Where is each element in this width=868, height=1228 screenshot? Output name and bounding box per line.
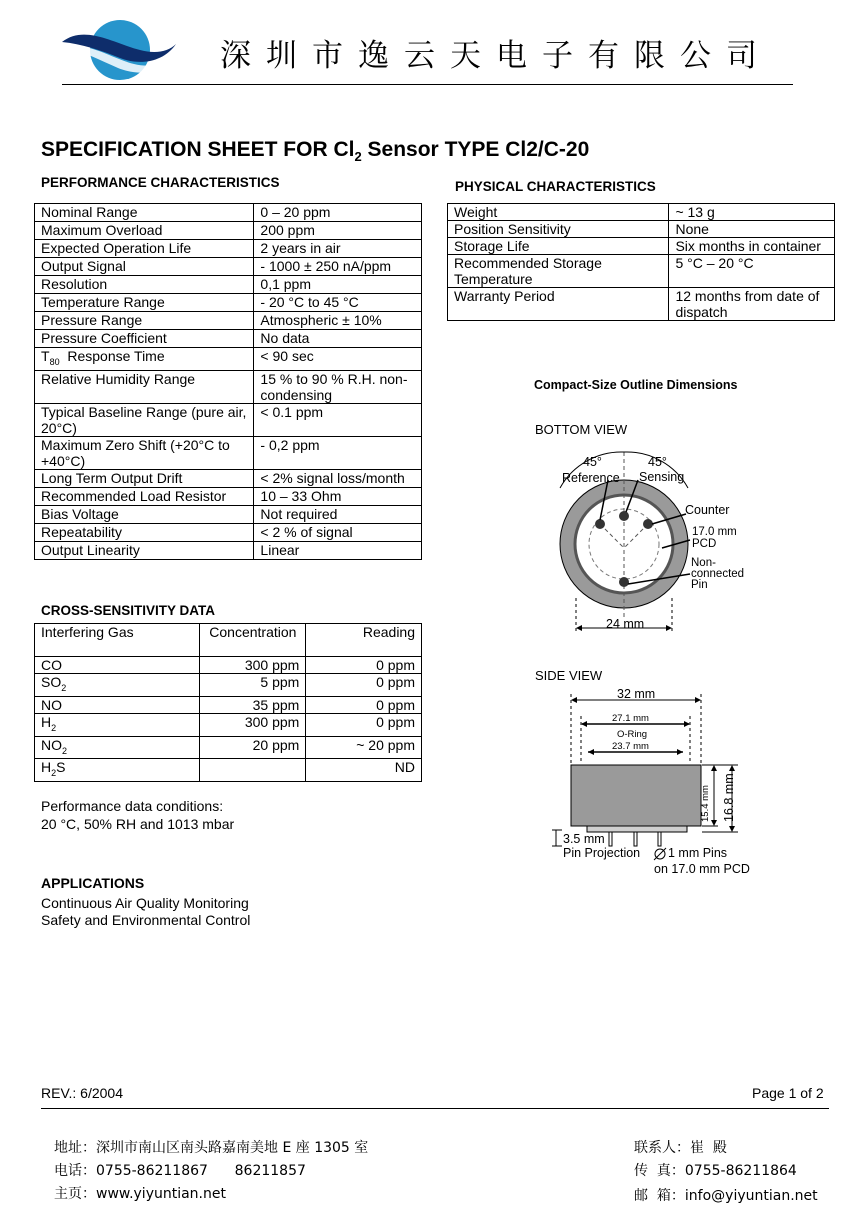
cross-concentration: 300 ppm — [200, 657, 306, 674]
performance-row — [35, 312, 422, 330]
cross-gas — [35, 696, 200, 713]
performance-row — [35, 523, 422, 541]
gas-formula: NO — [41, 736, 62, 753]
dimensions-heading: Compact-Size Outline Dimensions — [534, 378, 738, 392]
physical-heading: PHYSICAL CHARACTERISTICS — [455, 179, 656, 194]
performance-label: Resolution — [35, 276, 254, 294]
performance-label: Expected Operation Life — [35, 240, 254, 258]
gas-formula: SO — [41, 674, 62, 690]
header-rule — [62, 84, 793, 85]
performance-label: Bias Voltage — [35, 505, 254, 523]
performance-value: < 90 sec — [254, 348, 422, 371]
cross-reading: 0 ppm — [306, 696, 422, 713]
performance-row — [35, 330, 422, 348]
cross-heading: CROSS-SENSITIVITY DATA — [41, 603, 216, 618]
physical-label: Recommended Storage Temperature — [448, 255, 669, 288]
performance-label: Temperature Range — [35, 294, 254, 312]
applications-heading: APPLICATIONS — [41, 875, 145, 891]
cross-row — [35, 696, 422, 713]
performance-value: Atmospheric ± 10% — [254, 312, 422, 330]
performance-value: 15 % to 90 % R.H. non-condensing — [254, 370, 422, 403]
label-sub: 80 — [49, 356, 60, 367]
cross-concentration: 300 ppm — [200, 713, 306, 736]
company-logo — [60, 14, 178, 84]
pcd-label-2: PCD — [692, 538, 717, 550]
cross-row — [35, 657, 422, 674]
diameter-label: 24 mm — [606, 617, 645, 631]
performance-value: 0 – 20 ppm — [254, 204, 422, 222]
page-number: Page 1 of 2 — [752, 1085, 824, 1101]
width-inner-label: 27.1 mm — [612, 713, 649, 724]
gas-subscript: 2 — [61, 682, 67, 693]
physical-row — [448, 288, 835, 321]
performance-row — [35, 204, 422, 222]
cross-gas — [35, 657, 200, 674]
cross-header-conc: Concentration — [200, 624, 306, 657]
cross-concentration: 20 ppm — [200, 736, 306, 759]
nc-label-2: connected — [691, 568, 745, 580]
cross-header-row — [35, 624, 422, 657]
physical-row — [448, 221, 835, 238]
angle-right-label: 45° — [648, 455, 667, 469]
physical-value: 5 °C – 20 °C — [669, 255, 835, 288]
company-name: 深圳市逸云天电子有限公司 — [220, 38, 772, 74]
footer-email[interactable]: 邮 箱：info@yiyuntian.net — [634, 1188, 818, 1204]
cross-reading: ~ 20 ppm — [306, 736, 422, 759]
physical-value: None — [669, 221, 835, 238]
performance-row — [35, 505, 422, 523]
oring-label: O-Ring — [617, 729, 648, 740]
cross-reading: ND — [306, 759, 422, 782]
performance-value: Not required — [254, 505, 422, 523]
performance-value: 10 – 33 Ohm — [254, 487, 422, 505]
physical-value: 12 months from date of dispatch — [669, 288, 835, 321]
cross-reading: 0 ppm — [306, 713, 422, 736]
performance-label: Output Signal — [35, 258, 254, 276]
gas-formula: H — [41, 713, 52, 730]
performance-row — [35, 348, 422, 371]
performance-label — [35, 348, 254, 371]
pcd-label-1: 17.0 mm — [692, 526, 737, 538]
cross-row — [35, 713, 422, 736]
cross-row — [35, 674, 422, 697]
side-view-label: SIDE VIEW — [535, 668, 603, 683]
physical-label: Storage Life — [448, 238, 669, 255]
performance-value: - 1000 ± 250 nA/ppm — [254, 258, 422, 276]
width-total-label: 32 mm — [617, 687, 656, 701]
pin-projection-label: Pin Projection — [563, 846, 641, 860]
performance-row — [35, 294, 422, 312]
physical-table — [447, 203, 835, 321]
gas-subscript: 2 — [51, 768, 57, 779]
cross-row — [35, 759, 422, 782]
cross-gas — [35, 736, 200, 759]
page-title — [41, 138, 589, 164]
conditions-line2: 20 °C, 50% RH and 1013 mbar — [41, 816, 235, 832]
performance-value: 200 ppm — [254, 222, 422, 240]
performance-row — [35, 222, 422, 240]
pins-label-1: 1 mm Pins — [668, 846, 728, 860]
performance-label: Typical Baseline Range (pure air, 20°C) — [35, 403, 254, 436]
performance-row — [35, 541, 422, 559]
gas-formula: H — [41, 759, 52, 776]
performance-label: Nominal Range — [35, 204, 254, 222]
cross-header-reading: Reading — [306, 624, 422, 657]
gas-formula: NO — [41, 696, 62, 713]
applications-line2: Safety and Environmental Control — [41, 912, 251, 928]
gas-subscript: 2 — [62, 745, 68, 756]
oring-width-label: 23.7 mm — [612, 741, 649, 752]
label-rest: Response Time — [59, 348, 165, 364]
cross-reading: 0 ppm — [306, 674, 422, 697]
pin-length-label: 3.5 mm — [563, 832, 605, 846]
performance-value: Linear — [254, 541, 422, 559]
cross-row — [35, 736, 422, 759]
performance-value: 0,1 ppm — [254, 276, 422, 294]
performance-row — [35, 240, 422, 258]
performance-row — [35, 436, 422, 469]
performance-row — [35, 469, 422, 487]
performance-label: Repeatability — [35, 523, 254, 541]
height-total-label: 16.8 mm — [722, 773, 736, 822]
conditions-line1: Performance data conditions: — [41, 798, 224, 814]
physical-row — [448, 204, 835, 221]
cross-header-gas: Interfering Gas — [35, 624, 200, 657]
diameter-symbol-icon — [652, 846, 668, 862]
performance-row — [35, 276, 422, 294]
performance-value: < 0.1 ppm — [254, 403, 422, 436]
performance-label: Recommended Load Resistor — [35, 487, 254, 505]
title-sub: 2 — [354, 149, 362, 165]
cross-concentration: 35 ppm — [200, 696, 306, 713]
revision-label: REV.: 6/2004 — [41, 1085, 123, 1101]
pins-label-2: on 17.0 mm PCD — [654, 862, 750, 876]
performance-row — [35, 487, 422, 505]
physical-value: ~ 13 g — [669, 204, 835, 221]
footer-address: 地址：深圳市南山区南头路嘉南美地 E 座 1305 室 — [54, 1140, 369, 1156]
cross-reading: 0 ppm — [306, 657, 422, 674]
performance-value: < 2% signal loss/month — [254, 469, 422, 487]
performance-value: No data — [254, 330, 422, 348]
performance-label: Long Term Output Drift — [35, 469, 254, 487]
reference-label: Reference — [562, 471, 620, 485]
title-suffix: Sensor TYPE Cl2/C-20 — [361, 138, 590, 161]
cross-table — [34, 623, 422, 782]
cross-concentration: 5 ppm — [200, 674, 306, 697]
applications-line1: Continuous Air Quality Monitoring — [41, 895, 249, 911]
height-body-label: 15.4 mm — [700, 785, 711, 822]
physical-value: Six months in container — [669, 238, 835, 255]
performance-value: 2 years in air — [254, 240, 422, 258]
performance-label: Relative Humidity Range — [35, 370, 254, 403]
footer-phone: 电话：0755-86211867 86211857 — [54, 1163, 306, 1179]
performance-label: Output Linearity — [35, 541, 254, 559]
nc-label-3: Pin — [691, 579, 708, 591]
physical-label: Warranty Period — [448, 288, 669, 321]
physical-row — [448, 255, 835, 288]
performance-label: Maximum Overload — [35, 222, 254, 240]
performance-label: Pressure Range — [35, 312, 254, 330]
counter-label: Counter — [685, 503, 730, 517]
performance-row — [35, 403, 422, 436]
performance-value: < 2 % of signal — [254, 523, 422, 541]
gas-formula: CO — [41, 657, 62, 673]
gas-formula-rest: S — [56, 759, 66, 776]
physical-label: Position Sensitivity — [448, 221, 669, 238]
performance-heading: PERFORMANCE CHARACTERISTICS — [41, 175, 280, 190]
performance-value: - 0,2 ppm — [254, 436, 422, 469]
nc-label-1: Non- — [691, 557, 716, 569]
cross-gas — [35, 674, 200, 697]
performance-row — [35, 370, 422, 403]
footer-fax: 传 真：0755-86211864 — [634, 1163, 797, 1179]
cross-concentration — [200, 759, 306, 782]
cross-gas — [35, 759, 200, 782]
performance-value: - 20 °C to 45 °C — [254, 294, 422, 312]
title-prefix: SPECIFICATION SHEET FOR Cl — [41, 138, 355, 161]
angle-left-label: 45° — [583, 455, 602, 469]
performance-row — [35, 258, 422, 276]
physical-label: Weight — [448, 204, 669, 221]
performance-table — [34, 203, 422, 560]
footer-website[interactable]: 主页：www.yiyuntian.net — [54, 1186, 226, 1202]
performance-label: Pressure Coefficient — [35, 330, 254, 348]
gas-subscript: 2 — [51, 722, 57, 733]
sensing-label: Sensing — [639, 470, 685, 484]
bottom-view-label: BOTTOM VIEW — [535, 422, 628, 437]
footer-contact: 联系人：崔 殿 — [634, 1140, 727, 1156]
side-view-diagram — [550, 686, 750, 856]
performance-label: Maximum Zero Shift (+20°C to +40°C) — [35, 436, 254, 469]
physical-row — [448, 238, 835, 255]
footer-rule — [41, 1108, 829, 1109]
cross-gas — [35, 713, 200, 736]
label-main: T — [41, 348, 50, 364]
